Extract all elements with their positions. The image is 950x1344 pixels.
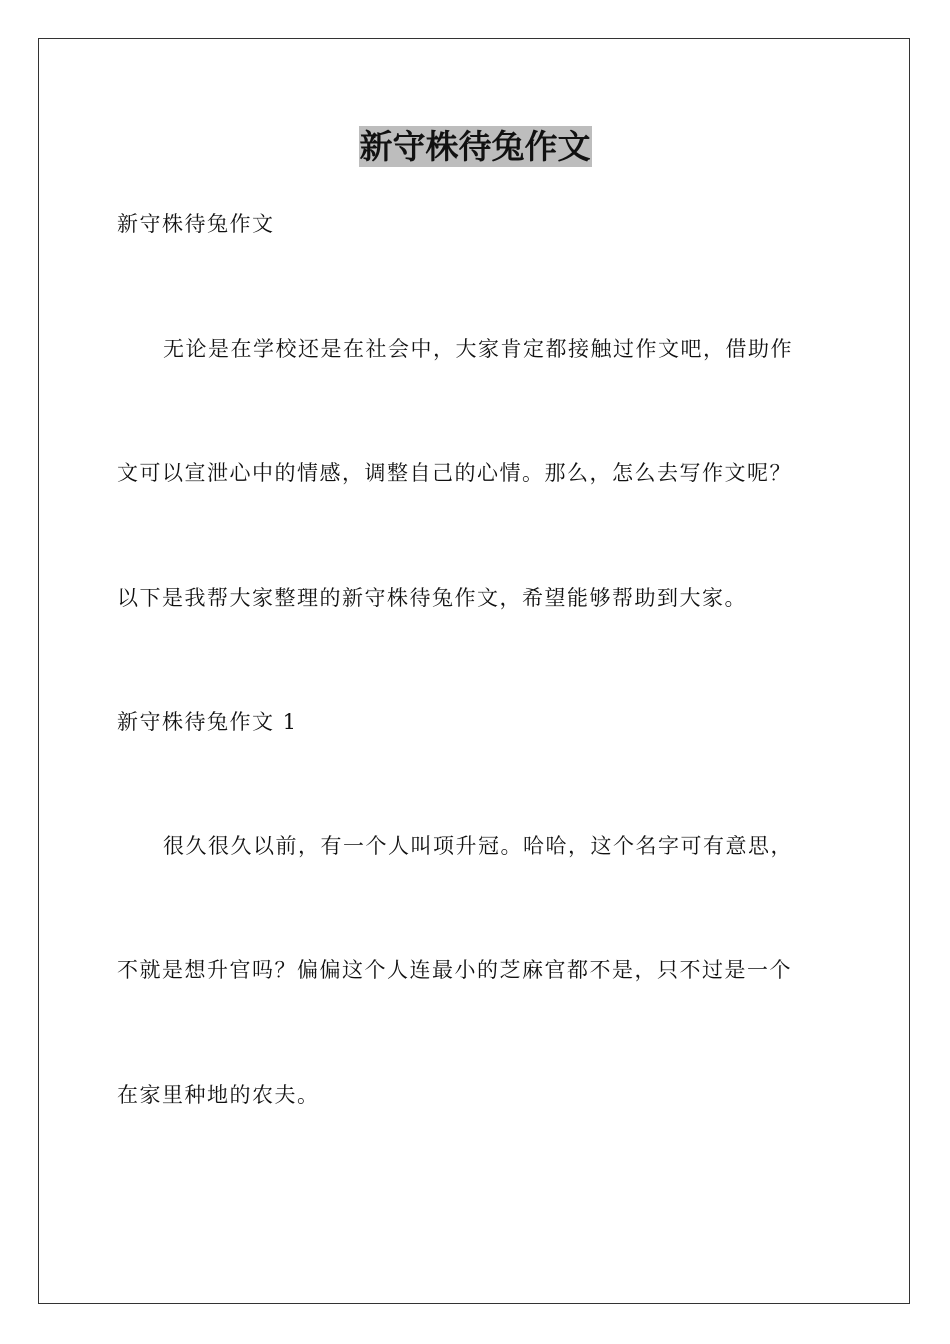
body-line-2: 不就是想升官吗？偏偏这个人连最小的芝麻官都不是，只不过是一个 xyxy=(117,958,792,982)
intro-line-2: 文可以宣泄心中的情感，调整自己的心情。那么，怎么去写作文呢？ xyxy=(117,461,792,485)
document-subtitle: 新守株待兔作文 xyxy=(117,212,275,236)
body-line-3: 在家里种地的农夫。 xyxy=(117,1083,320,1107)
body-line-1: 很久很久以前，有一个人叫项升冠。哈哈，这个名字可有意思， xyxy=(163,834,793,858)
section-heading: 新守株待兔作文 1 xyxy=(117,710,298,734)
title-container xyxy=(0,126,950,167)
intro-line-3: 以下是我帮大家整理的新守株待兔作文，希望能够帮助到大家。 xyxy=(117,586,747,610)
document-title: 新守株待兔作文 xyxy=(359,127,591,166)
intro-line-1: 无论是在学校还是在社会中，大家肯定都接触过作文吧，借助作 xyxy=(163,337,793,361)
